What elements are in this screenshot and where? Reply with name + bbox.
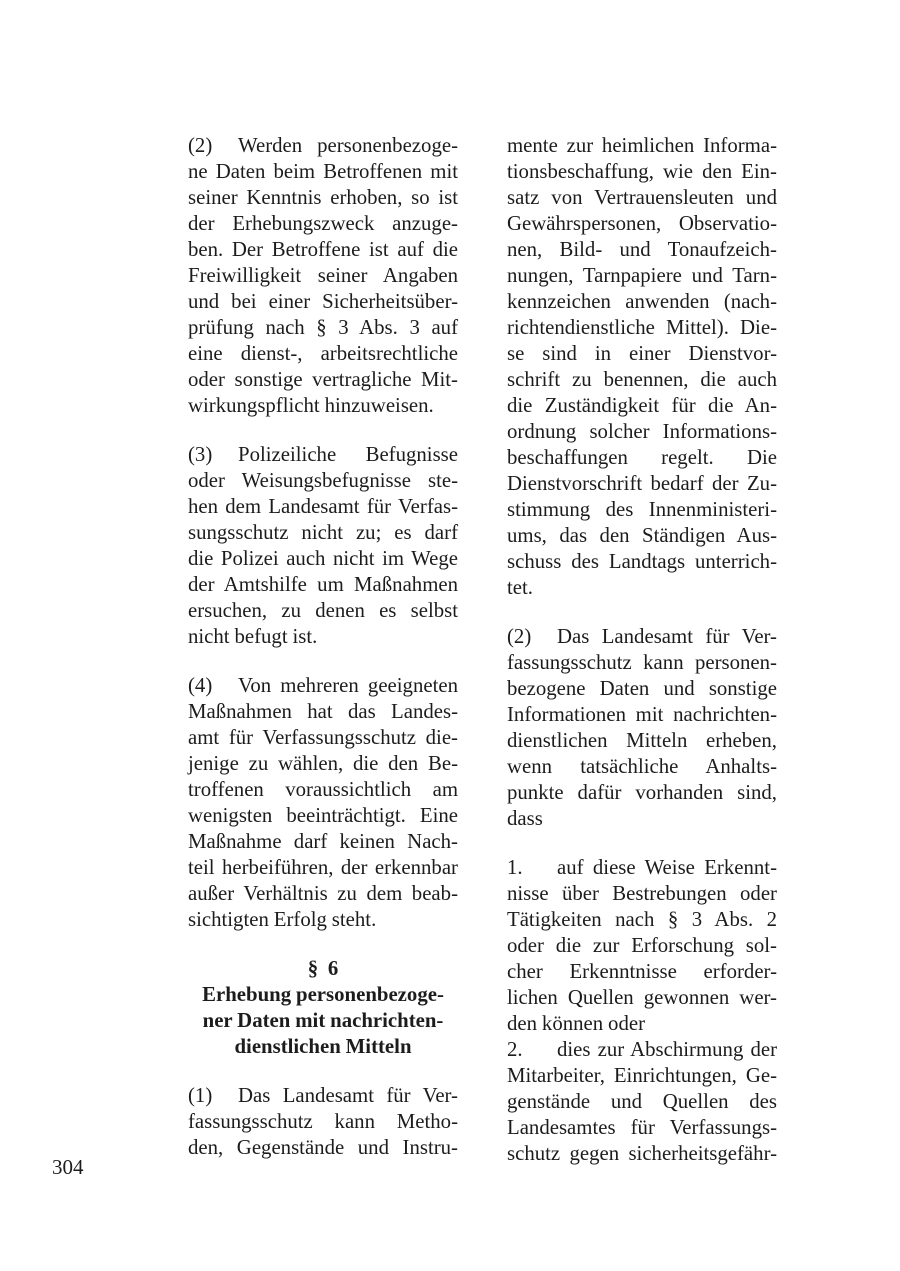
text-line: punkte dafür vorhanden sind,: [507, 781, 777, 804]
text-line: Mitarbeiter, Einrichtungen, Ge-: [507, 1064, 777, 1087]
text-line: Maßnahme darf keinen Nach-: [188, 830, 458, 853]
text-line: prüfung nach § 3 Abs. 3 auf: [188, 316, 458, 339]
text-line: fassungsschutz kann personen-: [507, 651, 777, 674]
text-line: cher Erkenntnisse erforder-: [507, 960, 777, 983]
heading-line: dienstlichen Mitteln: [234, 1035, 412, 1058]
paragraph-marker: (2): [507, 625, 532, 648]
text-line: der Amtshilfe um Maßnahmen: [188, 573, 458, 596]
paragraph-continuation: [507, 133, 777, 601]
text-line: seiner Kenntnis erhoben, so ist: [188, 186, 458, 209]
text-line: 2. dies zur Abschirmung der: [507, 1038, 777, 1061]
text-line: die Zuständigkeit für die An-: [507, 394, 777, 417]
list-item-1: [507, 855, 777, 1037]
text-line: den können oder: [507, 1012, 646, 1035]
text-line: ne Daten beim Betroffenen mit: [188, 160, 458, 183]
text-line: eine dienst-, arbeitsrechtliche: [188, 342, 458, 365]
section-heading-para-6: [188, 956, 458, 1060]
text-line: Gewährspersonen, Observatio-: [507, 212, 777, 235]
text-line: Landesamtes für Verfassungs-: [507, 1116, 777, 1139]
text-line: satz von Vertrauensleuten und: [507, 186, 777, 209]
paragraph-marker: (1): [188, 1084, 213, 1107]
text-line: genstände und Quellen des: [507, 1090, 777, 1113]
text-line: schrift zu benennen, die auch: [507, 368, 777, 391]
text-line: und bei einer Sicherheitsüber-: [188, 290, 458, 313]
paragraph-abs-1: [188, 1083, 458, 1161]
text-line: teil herbeiführen, der erkennbar: [188, 856, 458, 879]
text-line: dienstlichen Mitteln erheben,: [507, 729, 777, 752]
text-line: (2) Werden personenbezoge-: [188, 134, 458, 157]
text-line: oder Weisungsbefugnisse ste-: [188, 469, 458, 492]
text-line: Freiwilligkeit seiner Angaben: [188, 264, 458, 287]
text-line: dass: [507, 807, 543, 830]
text-line: wenigsten beeinträchtigt. Eine: [188, 804, 458, 827]
heading-line: ner Daten mit nachrichten-: [202, 1009, 444, 1032]
text-line: Tätigkeiten nach § 3 Abs. 2: [507, 908, 777, 931]
text-line: kennzeichen anwenden (nach-: [507, 290, 777, 313]
page-number: 304: [52, 1155, 84, 1179]
text-line: Dienstvorschrift bedarf der Zu-: [507, 472, 777, 495]
text-line: ben. Der Betroffene ist auf die: [188, 238, 458, 261]
text-line: sungsschutz nicht zu; es darf: [188, 521, 458, 544]
heading-line: § 6: [307, 957, 339, 980]
text-line: se sind in einer Dienstvor-: [507, 342, 777, 365]
text-line: die Polizei auch nicht im Wege: [188, 547, 458, 570]
text-line: stimmung des Innenministeri-: [507, 498, 777, 521]
text-line: troffenen voraussichtlich am: [188, 778, 458, 801]
paragraph-marker: (3): [188, 443, 213, 466]
text-line: wenn tatsächliche Anhalts-: [507, 755, 777, 778]
text-line: nicht befugt ist.: [188, 625, 318, 648]
text-line: (4) Von mehreren geeigneten: [188, 674, 458, 697]
paragraph-abs-2-right: [507, 624, 777, 832]
text-line: hen dem Landesamt für Verfas-: [188, 495, 458, 518]
text-column-right: [507, 133, 777, 1167]
text-line: (1) Das Landesamt für Ver-: [188, 1084, 458, 1107]
text-line: ersuchen, zu denen es selbst: [188, 599, 458, 622]
heading-line: Erhebung personenbezoge-: [202, 983, 444, 1006]
paragraph-marker: (4): [188, 674, 213, 697]
paragraph-abs-4: [188, 673, 458, 933]
text-line: schutz gegen sicherheitsgefähr-: [507, 1142, 777, 1165]
paragraph-abs-2: [188, 133, 458, 419]
text-line: außer Verhältnis zu dem beab-: [188, 882, 458, 905]
text-line: amt für Verfassungsschutz die-: [188, 726, 458, 749]
text-line: fassungsschutz kann Metho-: [188, 1110, 458, 1133]
text-line: der Erhebungszweck anzuge-: [188, 212, 458, 235]
text-line: jenige zu wählen, die den Be-: [188, 752, 458, 775]
text-line: schuss des Landtags unterrich-: [507, 550, 777, 573]
text-line: tet.: [507, 576, 533, 599]
text-line: (2) Das Landesamt für Ver-: [507, 625, 777, 648]
text-line: mente zur heimlichen Informa-: [507, 134, 777, 157]
text-line: nen, Bild- und Tonaufzeich-: [507, 238, 777, 261]
text-line: nungen, Tarnpapiere und Tarn-: [507, 264, 777, 287]
paragraph-marker: 1.: [507, 856, 523, 879]
text-line: beschaffungen regelt. Die: [507, 446, 777, 469]
text-line: nisse über Bestrebungen oder: [507, 882, 777, 905]
text-line: bezogene Daten und sonstige: [507, 677, 777, 700]
paragraph-marker: (2): [188, 134, 213, 157]
text-line: 1. auf diese Weise Erkennt-: [507, 856, 777, 879]
paragraph-marker: 2.: [507, 1038, 523, 1061]
text-line: (3) Polizeiliche Befugnisse: [188, 443, 458, 466]
text-line: ordnung solcher Informations-: [507, 420, 777, 443]
text-line: tionsbeschaffung, wie den Ein-: [507, 160, 777, 183]
text-column-left: [188, 133, 458, 1161]
text-line: Maßnahmen hat das Landes-: [188, 700, 458, 723]
text-line: oder die zur Erforschung sol-: [507, 934, 777, 957]
text-line: lichen Quellen gewonnen wer-: [507, 986, 777, 1009]
list-item-2: [507, 1037, 777, 1167]
text-line: oder sonstige vertragliche Mit-: [188, 368, 458, 391]
text-line: richtendienstliche Mittel). Die-: [507, 316, 777, 339]
text-line: Informationen mit nachrichten-: [507, 703, 777, 726]
text-line: ums, das den Ständigen Aus-: [507, 524, 777, 547]
paragraph-abs-3: [188, 442, 458, 650]
text-line: sichtigten Erfolg steht.: [188, 908, 377, 931]
text-line: den, Gegenstände und Instru-: [188, 1136, 458, 1159]
text-line: wirkungspflicht hinzuweisen.: [188, 394, 434, 417]
